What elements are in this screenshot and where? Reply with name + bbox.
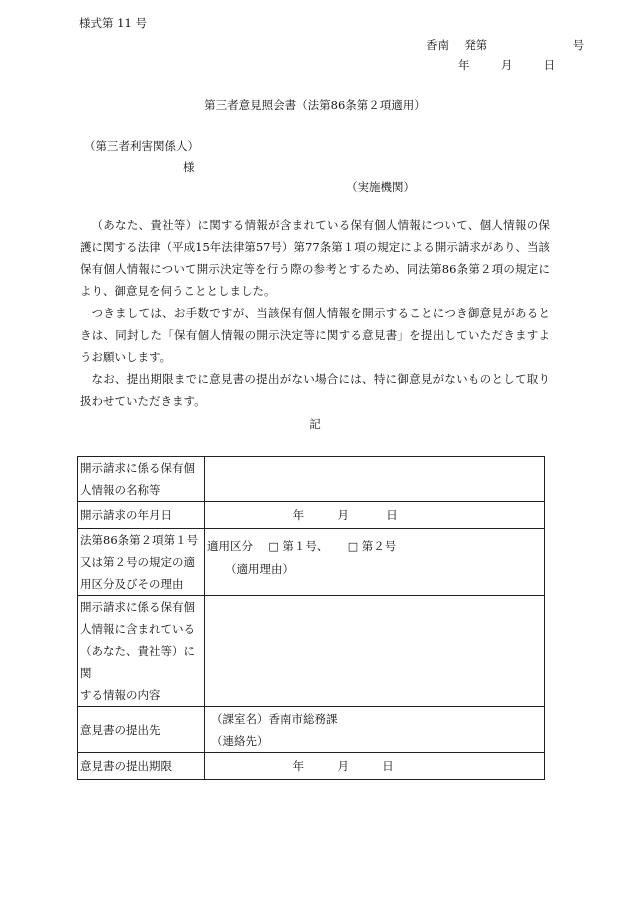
row-value-info-content <box>205 596 545 707</box>
issuer-go: 号 <box>572 38 585 52</box>
detail-table <box>77 456 545 780</box>
date-month: 月 <box>500 58 513 72</box>
table-row <box>78 457 545 502</box>
table-row <box>78 707 545 753</box>
issue-date-line <box>458 60 555 72</box>
row-label-submission-destination: 意見書の提出先 <box>78 707 205 753</box>
row-value-request-date <box>205 502 545 529</box>
row-value-submission-destination <box>205 707 545 753</box>
implementing-agency: （実施機関） <box>346 180 415 194</box>
row-value-disclosure-info-name <box>205 457 545 502</box>
deadline-year: 年 <box>292 759 305 773</box>
row-label-application-category: 法第86条第２項第１号 又は第２号の規定の適 用区分及びその理由 <box>78 529 205 596</box>
application-reason-label: （適用理由） <box>225 562 294 576</box>
option1-checkbox[interactable]: □ <box>268 540 279 553</box>
deadline-month: 月 <box>337 759 349 773</box>
row-value-application-category <box>205 529 545 596</box>
issuer-hakko: 発第 <box>464 38 488 52</box>
request-date-month: 月 <box>337 508 349 522</box>
date-day: 日 <box>543 58 556 72</box>
body-text <box>80 214 550 412</box>
request-date-year: 年 <box>292 508 305 522</box>
request-date-day: 日 <box>386 508 398 522</box>
ki-heading: 記 <box>309 417 321 431</box>
body-paragraph: つきましては、お手数ですが、当該保有個人情報を開示することにつき御意見があるときは、同封した「保有個人情報の開示決定等に関する意見書」を提出していただきますようお願いします。 <box>80 306 550 364</box>
table-row <box>78 529 545 596</box>
table-row <box>78 753 545 780</box>
issuer-number-line <box>426 40 584 52</box>
issuer-city: 香南 <box>426 38 449 52</box>
form-number: 様式第 11 号 <box>79 16 147 30</box>
row-value-submission-deadline <box>205 753 545 780</box>
submission-contact: （連絡先） <box>211 733 269 748</box>
table-row <box>78 596 545 707</box>
date-year: 年 <box>458 58 470 72</box>
submission-department: （課室名）香南市総務課 <box>211 711 338 726</box>
body-paragraph: （あなた、貴社等）に関する情報が含まれている保有個人情報について、個人情報の保護に関する法律（平成15年法律第57号）第77条第１項の規定による開示請求があり、当該保有個人情報について開示決定等を行う際の参考とするため、同法第86条第２項の規定により、御意見を伺うこととしました。 <box>80 218 550 298</box>
row-label-submission-deadline: 意見書の提出期限 <box>78 753 205 780</box>
option1-label: 第１号、 <box>282 539 329 553</box>
document-title: 第三者意見照会書（法第86条第２項適用） <box>204 98 426 112</box>
option2-checkbox[interactable]: □ <box>347 540 359 553</box>
body-paragraph: なお、提出期限までに意見書の提出がない場合には、特に御意見がないものとして取り扱わせていただきます。 <box>80 372 550 408</box>
deadline-day: 日 <box>382 759 394 773</box>
row-label-disclosure-info-name: 開示請求に係る保有個 人情報の名称等 <box>78 457 205 502</box>
recipient-label: （第三者利害関係人） <box>84 139 199 153</box>
option2-label: 第２号 <box>361 539 397 553</box>
row-label-info-content: 開示請求に係る保有個 人情報に含まれている （あなた、貴社等）に関 する情報の内容 <box>78 596 205 707</box>
recipient-honorific: 様 <box>183 160 195 174</box>
application-category-label: 適用区分 <box>207 539 253 553</box>
row-label-request-date: 開示請求の年月日 <box>78 502 205 529</box>
table-row <box>78 502 545 529</box>
